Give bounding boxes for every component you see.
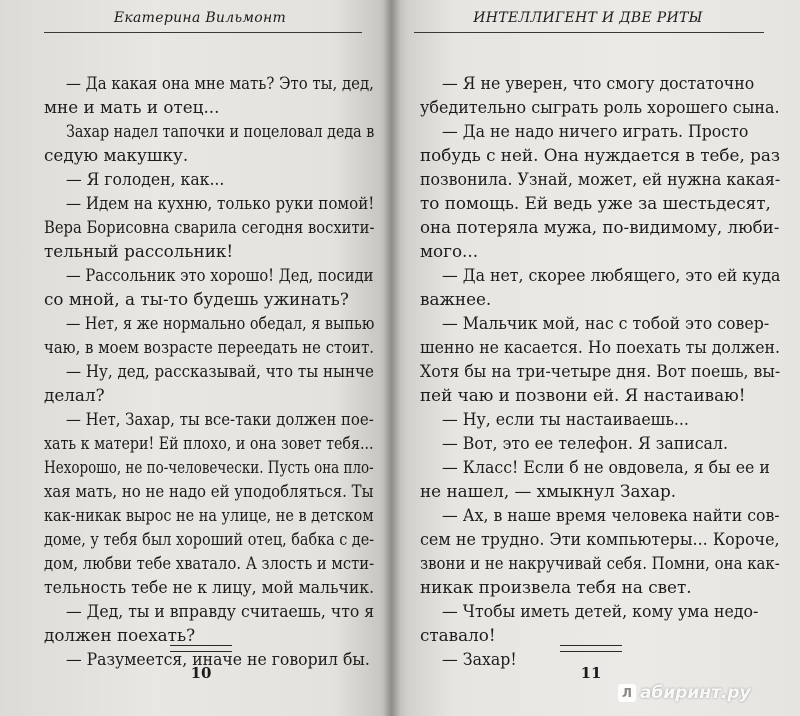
text-line: пей чаю и позвони ей. Я настаиваю! xyxy=(420,385,746,405)
text-line: мого... xyxy=(420,241,479,261)
page-number: 10 xyxy=(190,664,212,682)
header-rule xyxy=(44,32,362,33)
text-line: сем не трудно. Эти компьютеры... Короче, xyxy=(420,529,780,549)
text-line: — Рассольник это хорошо! Дед, посиди xyxy=(66,265,374,285)
text-line: — Ну, если ты настаиваешь... xyxy=(442,409,689,429)
text-line: Хотя бы на три-четыре дня. Вот поешь, вы- xyxy=(420,361,781,381)
text-line: звони и не накручивай себя. Помни, она как- xyxy=(420,553,780,573)
watermark-text: абиринт.ру xyxy=(640,683,751,703)
text-line: хая мать, но не надо ей уподобляться. Ты xyxy=(44,481,374,501)
running-head-title: ИНТЕЛЛИГЕНТ И ДВЕ РИТЫ xyxy=(473,10,703,26)
text-line: — Разумеется, иначе не говорил бы. xyxy=(66,649,370,669)
text-line: Вера Борисовна сварила сегодня восхити- xyxy=(44,217,375,237)
text-line: седую макушку. xyxy=(44,145,189,165)
text-line: — Вот, это ее телефон. Я записал. xyxy=(442,433,728,453)
left-page xyxy=(0,0,392,716)
labirint-watermark xyxy=(618,683,751,703)
text-line: не нашел, — хмыкнул Захар. xyxy=(420,481,677,501)
text-line: то помощь. Ей ведь уже за шестьдесят, xyxy=(420,193,771,213)
text-line: как-никак вырос не на улице, не в детском xyxy=(44,505,374,525)
text-line: — Дед, ты и вправду считаешь, что я xyxy=(66,601,375,621)
text-line: — Я голоден, как... xyxy=(66,169,225,189)
text-line: — Чтобы иметь детей, кому ума недо- xyxy=(442,601,759,621)
text-line: тельность тебе не к лицу, мой мальчик. xyxy=(44,577,375,597)
text-line: — Да не надо ничего играть. Просто xyxy=(442,121,749,141)
text-line: — Я не уверен, что смогу достаточно xyxy=(442,73,755,93)
text-line: дом, любви тебе хватало. А злость и мсти- xyxy=(44,553,375,573)
text-line: — Идем на кухню, только руки помой! xyxy=(66,193,375,213)
page-number-rule xyxy=(170,645,232,652)
text-line: должен поехать? xyxy=(44,625,196,645)
text-line: чаю, в моем возрасте переедать не стоит. xyxy=(44,337,375,357)
page-number-rule xyxy=(560,645,622,652)
text-line: никак произвела тебя на свет. xyxy=(420,577,692,597)
page-number: 11 xyxy=(580,664,602,682)
text-line: — Мальчик мой, нас с тобой это совер- xyxy=(442,313,770,333)
text-line: Захар надел тапочки и поцеловал деда в xyxy=(66,121,375,141)
text-line: — Ах, в наше время человека найти сов- xyxy=(442,505,780,525)
book-gutter xyxy=(384,0,400,716)
text-line: шенно не касается. Но поехать ты должен. xyxy=(420,337,781,357)
text-line: тельный рассольник! xyxy=(44,241,234,261)
text-line: побудь с ней. Она нуждается в тебе, раз xyxy=(420,145,781,165)
text-line: доме, у тебя был хороший отец, бабка с де- xyxy=(44,529,375,549)
text-line: хать к матери! Ей плохо, и она зовет тебя... xyxy=(44,433,374,453)
text-line: — Да какая она мне мать? Это ты, дед, xyxy=(66,73,374,93)
header-rule xyxy=(414,32,764,33)
text-line: — Нет, Захар, ты все-таки должен пое- xyxy=(66,409,374,429)
text-line: со мной, а ты-то будешь ужинать? xyxy=(44,289,349,309)
text-line: мне и мать и отец... xyxy=(44,97,220,117)
right-page xyxy=(392,0,800,716)
text-line: — Да нет, скорее любящего, это ей куда xyxy=(442,265,781,285)
text-line: важнее. xyxy=(420,289,492,309)
text-line: — Нет, я же нормально обедал, я выпью xyxy=(66,313,375,333)
text-line: Нехорошо, не по-человечески. Пусть она пло- xyxy=(44,457,374,477)
text-line: она потеряла мужа, по-видимому, люби- xyxy=(420,217,780,237)
text-line: — Захар! xyxy=(442,649,517,669)
text-line: позвонила. Узнай, может, ей нужна какая- xyxy=(420,169,781,189)
text-line: ставало! xyxy=(420,625,496,645)
text-line: убедительно сыграть роль хорошего сына. xyxy=(420,97,780,117)
running-head-author: Екатерина Вильмонт xyxy=(113,10,287,26)
text-line: — Класс! Если б не овдовела, я бы ее и xyxy=(442,457,770,477)
text-line: — Ну, дед, рассказывай, что ты нынче xyxy=(66,361,374,381)
text-line: делал? xyxy=(44,385,105,405)
labirint-logo-icon: Л xyxy=(618,684,636,702)
